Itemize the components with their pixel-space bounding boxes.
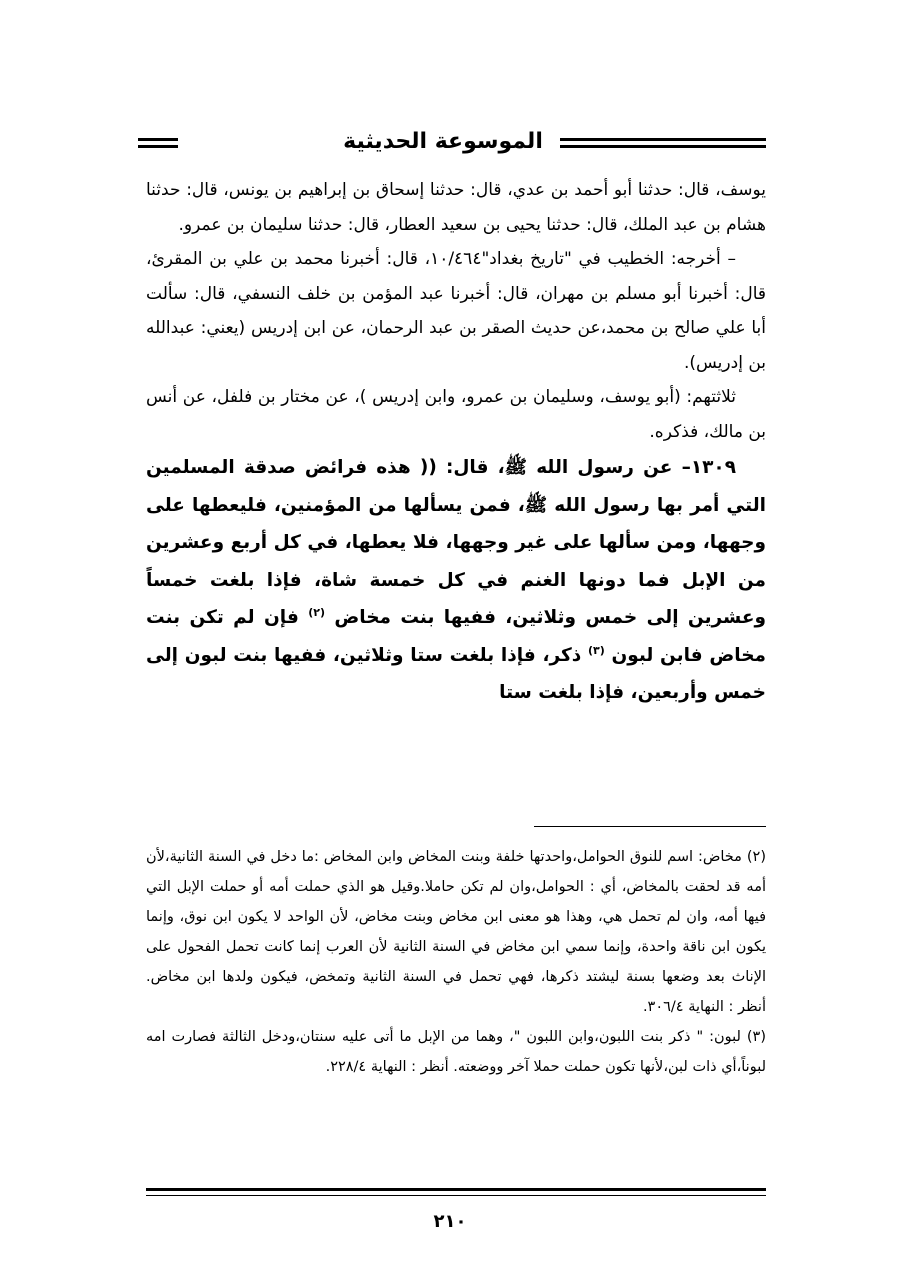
paragraph-takhrij: – أخرجه: الخطيب في "تاريخ بغداد"١٠/٤٦٤، قال: أخبرنا محمد بن علي بن المقرئ، قال: أخبرنا أبو مسلم بن مهران، قال: أخبرنا عبد المؤمن بن خلف النسفي، قال: سألت أبا علي صالح بن محمد،عن حديث الصقر بن عبد الرحمان، عن ابن إدريس (يعني: عبدالله بن إدريس). <box>146 249 766 373</box>
footer-rule-bottom <box>146 1195 766 1196</box>
footnote-2: (٢) مخاض: اسم للنوق الحوامل،واحدتها خلفة وبنت المخاض وابن المخاض :ما دخل في السنة الثانية،لأن أمه قد لحقت بالمخاض، أي : الحوامل،وان لم تكن حاملا.وقيل هو الذي حملت أمه أو حملت الإبل التي فيها أمه، وان لم تحمل هي، وهذا هو معنى ابن مخاض وبنت مخاض، لأن الواحد لا يكون ابن نوق، وإنما يكون ابن ناقة واحدة، وإنما سمي ابن مخاض في السنة الثانية لأن العرب إنما كانت تحمل الفحول على الإناث بعد وضعها بسنة ليشتد ذكرها، فهي تحمل في السنة الثانية وتمخض، فيكون ولدها ابن مخاض. أنظر : النهاية ٣٠٦/٤. <box>146 849 766 1015</box>
paragraph-summary: ثلاثتهم: (أبو يوسف، وسليمان بن عمرو، وابن إدريس )، عن مختار بن فلفل، عن أنس بن مالك، فذكره. <box>146 387 766 442</box>
header-rule-left-top <box>138 138 178 141</box>
header-rule-right-top <box>560 138 766 141</box>
header-rule-right-bottom <box>560 145 766 148</box>
footnote-separator <box>534 826 766 827</box>
footnote-ref-3[interactable]: (٣) <box>587 643 605 657</box>
hadith-text-part-2: فإن لم تكن بنت مخاض فابن لبون <box>146 607 766 666</box>
hadith-text-part-1: ١٣٠٩– عن رسول الله ﷺ، قال: (( هذه فرائض صدقة المسلمين التي أمر بها رسول الله ﷺ، فمن يسألها من المؤمنين، فليعطها على وجهها، ومن سألها على غير وجهها، فلا يعطها، في كل أربع وعشرين من الإبل فما دونها الغنم في كل خمسة شاة، فإذا بلغت خمساً وعشرين إلى خمس وثلاثين، ففيها بنت مخاض <box>146 457 766 628</box>
footnote-3: (٣) لبون: " ذكر بنت اللبون،وابن اللبون "، وهما من الإبل ما أتى عليه سنتان،ودخل الثالثة فصارت امه لبوناً،أي ذات لبن،لأنها تكون حملت حملا آخر ووضعته. أنظر : النهاية ٢٢٨/٤. <box>146 1029 766 1075</box>
footer-rule-top <box>146 1188 766 1191</box>
running-header-title: الموسوعة الحديثية <box>343 129 543 154</box>
main-text <box>146 173 766 712</box>
hadith-paragraph <box>146 449 766 712</box>
footnote-ref-2[interactable]: (٢) <box>308 605 325 619</box>
paragraph-isnad-1: يوسف، قال: حدثنا أبو أحمد بن عدي، قال: حدثنا إسحاق بن إبراهيم بن يونس، قال: حدثنا هشام بن عبد الملك، قال: حدثنا يحيى بن سعيد العطار، قال: حدثنا سليمان بن عمرو. <box>146 180 766 235</box>
hadith-text-part-3: ذكر، فإذا بلغت ستا وثلاثين، ففيها بنت لبون إلى خمس وأربعين، فإذا بلغت ستا <box>146 644 766 703</box>
page-number: ٢١٠ <box>433 1211 467 1232</box>
footnotes <box>146 842 766 1082</box>
header-rule-left-bottom <box>138 145 178 148</box>
